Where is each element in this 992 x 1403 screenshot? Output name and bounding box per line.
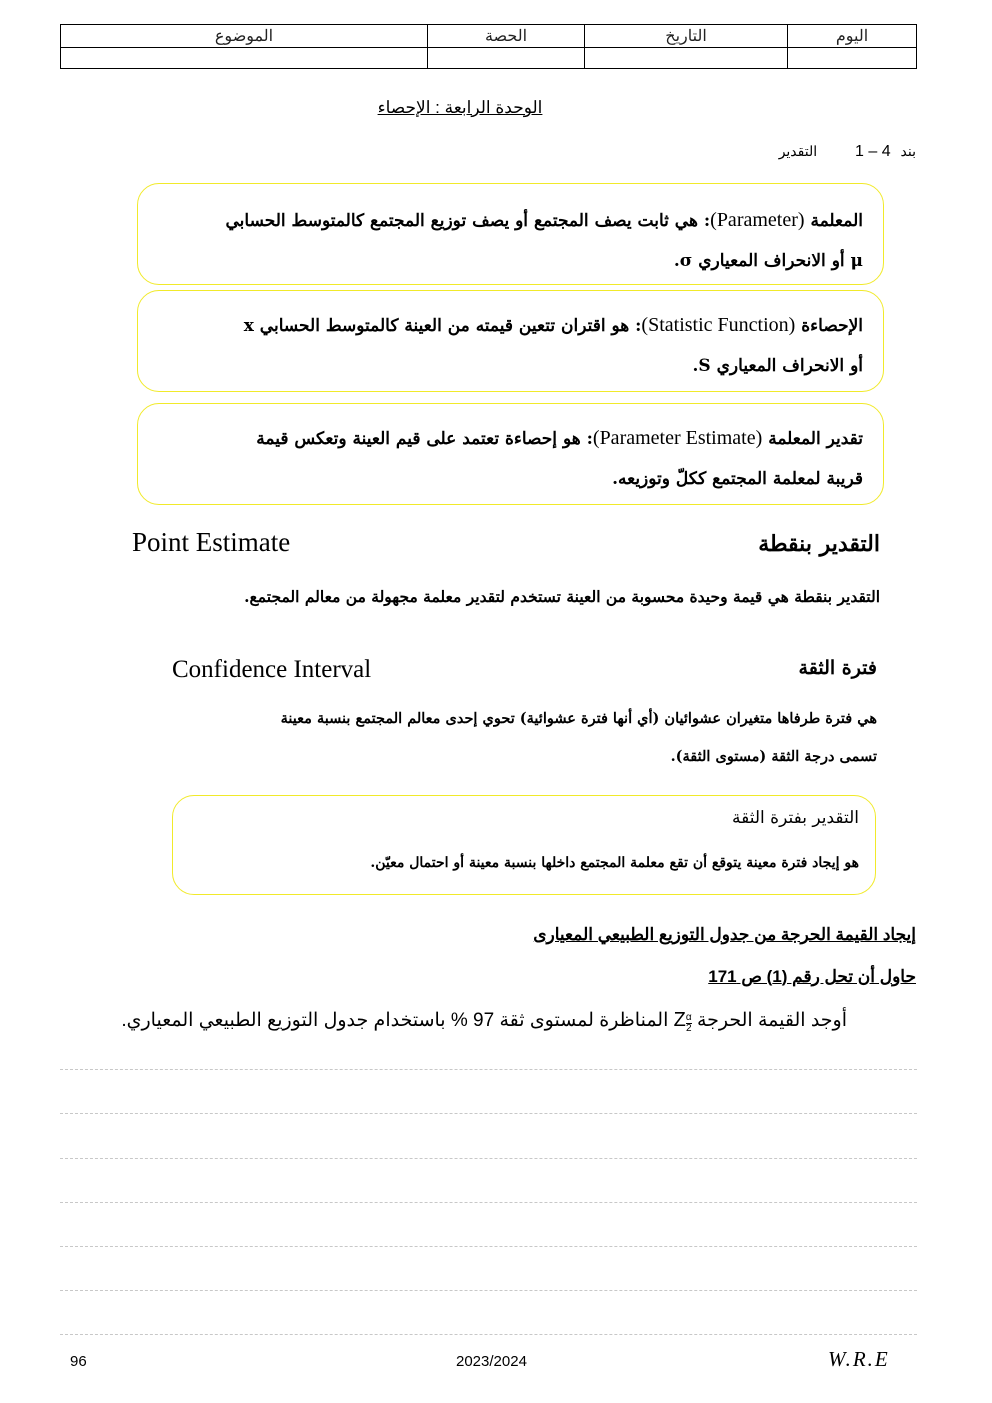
estimate-text2: قريبة لمعلمة المجتمع ككلّ وتوزيعه. <box>612 469 863 489</box>
point-estimate-body: التقدير بنقطة هي قيمة وحيدة محسوبة من العينة تستخدم لتقدير معلمة مجهولة من معالم المجتمع. <box>244 587 880 606</box>
section-number: 4 – 1 <box>855 143 891 160</box>
answer-line-1 <box>60 1069 917 1070</box>
answer-line-3 <box>60 1158 917 1159</box>
point-estimate-title-ar: التقدير بنقطة <box>758 531 880 557</box>
school-year: 2023/2024 <box>456 1353 527 1370</box>
confidence-interval-title-ar: فترة الثقة <box>798 657 877 679</box>
confidence-interval-body <box>170 700 877 776</box>
parameter-line1 <box>158 200 863 241</box>
header-table <box>60 24 917 69</box>
interval-estimate-body: هو إيجاد فترة معينة يتوقع أن تقع معلمة المجتمع داخلها بنسبة معينة أو احتمال معيّن. <box>370 855 859 871</box>
statistic-box <box>137 290 884 392</box>
parameter-text1: : هي ثابت يصف المجتمع أو يصف توزيع المجتمع كالمتوسط الحسابي <box>225 211 711 231</box>
answer-line-6 <box>60 1290 917 1291</box>
answer-line-2 <box>60 1113 917 1114</box>
alpha-numerator: α <box>685 1012 692 1023</box>
statistic-english: (Statistic Function) <box>641 314 796 336</box>
question-before: أوجد القيمة الحرجة <box>696 1010 847 1031</box>
z-symbol: Z <box>673 1009 686 1031</box>
critical-value-heading: إيجاد القيمة الحرجة من جدول التوزيع الطبيعي المعيارى <box>533 925 916 944</box>
parameter-term: المعلمة <box>810 211 863 231</box>
estimate-term: تقدير المعلمة <box>768 429 863 449</box>
parameter-text2: μ أو الانحراف المعياري σ. <box>673 251 863 271</box>
period-header: الحصة <box>428 25 585 48</box>
alpha-denominator: 2 <box>685 1023 692 1034</box>
estimate-line1 <box>158 418 863 459</box>
answer-line-4 <box>60 1202 917 1203</box>
unit-title: الوحدة الرابعة : الإحصاء <box>377 98 543 117</box>
section-prefix: بند <box>900 143 916 159</box>
interval-estimate-box <box>172 795 876 895</box>
parameter-box <box>137 183 884 285</box>
answer-line-5 <box>60 1246 917 1247</box>
point-estimate-title-en: Point Estimate <box>132 527 291 557</box>
date-cell <box>585 48 788 69</box>
day-cell <box>788 48 917 69</box>
subject-header: الموضوع <box>61 25 428 48</box>
page-number: 96 <box>70 1353 87 1370</box>
critical-value-symbol <box>674 1009 692 1034</box>
parameter-english: (Parameter) <box>710 209 805 231</box>
statistic-text2: أو الانحراف المعياري S. <box>692 356 863 376</box>
confidence-interval-line1: هي فترة طرفاها متغيران عشوائيان (أي أنها فترة عشوائية) تحوي إحدى معالم المجتمع بنسبة معينة <box>280 710 877 727</box>
date-header: التاريخ <box>585 25 788 48</box>
try-heading: حاول أن تحل رقم (1) ص 171 <box>708 967 916 986</box>
confidence-interval-title-en: Confidence Interval <box>172 656 372 683</box>
section-line <box>773 143 916 161</box>
interval-estimate-title: التقدير بفترة الثقة <box>732 808 859 828</box>
confidence-interval-line2: تسمى درجة الثقة (مستوى الثقة). <box>670 748 877 765</box>
estimate-box <box>137 403 884 505</box>
question-text <box>121 1009 847 1034</box>
subject-cell <box>61 48 428 69</box>
period-cell <box>428 48 585 69</box>
estimate-english: (Parameter Estimate) <box>592 427 763 449</box>
question-after: المناظرة لمستوى ثقة 97 % باستخدام جدول التوزيع الطبيعي المعياري. <box>121 1010 669 1031</box>
answer-line-7 <box>60 1334 917 1335</box>
alpha-over-two <box>686 1013 692 1034</box>
section-name: التقدير <box>778 143 818 159</box>
statistic-line1 <box>158 305 863 346</box>
day-header: اليوم <box>788 25 917 48</box>
statistic-text1: : هو اقتران تتعين قيمته من العينة كالمتوسط الحسابي x <box>243 316 642 336</box>
estimate-text1: : هو إحصاءة تعتمد على قيم العينة وتعكس قيمة <box>256 429 593 449</box>
statistic-term: الإحصاءة <box>801 316 863 336</box>
author-initials: W.R.E <box>828 1347 890 1371</box>
